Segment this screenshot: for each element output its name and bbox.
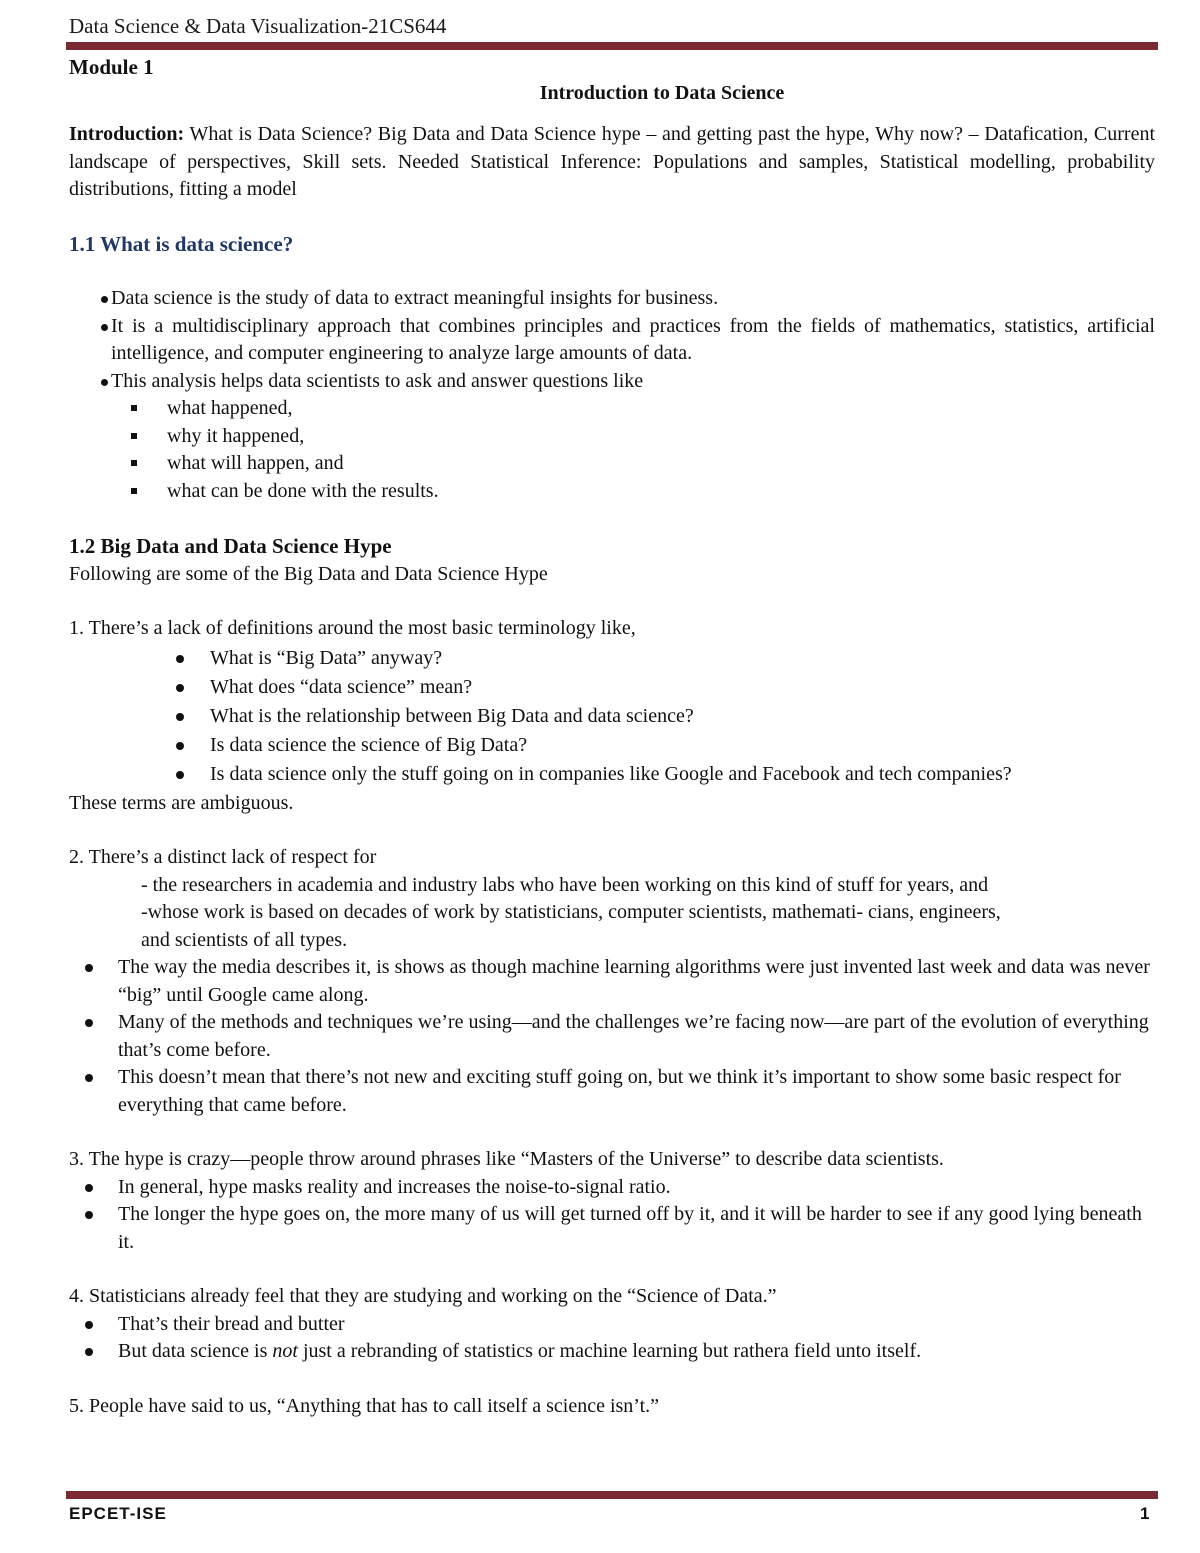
list-item: Data science is the study of data to extract meaningful insights for business. — [69, 285, 1155, 313]
list-item: What is the relationship between Big Data and data science? — [69, 703, 1155, 731]
section-1-2-lead: Following are some of the Big Data and Data Science Hype — [69, 562, 548, 585]
intro-text: What is Data Science? Big Data and Data Science hype – and getting past the hype, Why now? – Datafication, Current landscape of perspectives, Skill sets. Needed Statistical Inference: Populations and samples, Statistical modelling, probability distributions, fitting a model — [69, 123, 1155, 200]
list-item: What does “data science” mean? — [69, 674, 1155, 702]
list-item: why it happened, — [69, 423, 1155, 451]
point-2-list — [69, 954, 1155, 1119]
section-1-2-heading: 1.2 Big Data and Data Science Hype — [69, 534, 392, 558]
point-1: 1. There’s a lack of definitions around the most basic terminology like, — [69, 617, 636, 639]
list-item: Many of the methods and techniques we’re using—and the challenges we’re facing now—are part of the evolution of everything that’s come before. — [69, 1009, 1155, 1064]
list-item — [69, 1338, 1155, 1366]
question-sublist — [69, 395, 1155, 505]
point-2-dash-2: -whose work is based on decades of work by statisticians, computer scientists, mathemati- cians, engineers, — [141, 901, 1001, 923]
list-item: This analysis helps data scientists to ask and answer questions like — [69, 368, 1155, 396]
list-item: what happened, — [69, 395, 1155, 423]
point-4-list — [69, 1311, 1155, 1366]
point-5: 5. People have said to us, “Anything that has to call itself a science isn’t.” — [69, 1394, 660, 1417]
point-1-after: These terms are ambiguous. — [69, 791, 294, 814]
point-1-list — [69, 645, 1155, 789]
point-4: 4. Statisticians already feel that they are studying and working on the “Science of Data.” — [69, 1285, 777, 1307]
item-text: just a rebranding of statistics or machine learning but rathera field unto itself. — [297, 1340, 922, 1362]
list-item: The longer the hype goes on, the more many of us will get turned off by it, and it will be harder to see if any good lying beneath it. — [69, 1201, 1155, 1256]
page-number: 1 — [1140, 1504, 1150, 1523]
item-text: But data science is — [118, 1340, 273, 1362]
point-3-list — [69, 1174, 1155, 1257]
section-1-1-heading: 1.1 What is data science? — [69, 231, 294, 256]
footer-institution: EPCET-ISE — [69, 1504, 167, 1523]
point-2-dash-1: - the researchers in academia and industry labs who have been working on this kind of stuff for years, and — [141, 873, 989, 896]
running-header: Data Science & Data Visualization-21CS644 — [69, 14, 447, 38]
list-item: In general, hype masks reality and increases the noise-to-signal ratio. — [69, 1174, 1155, 1202]
module-label: Module 1 — [69, 55, 154, 79]
list-item: Is data science the science of Big Data? — [69, 732, 1155, 760]
section-1-1-bullets — [69, 285, 1155, 395]
point-2-dash-2-cont: and scientists of all types. — [141, 928, 348, 951]
list-item: It is a multidisciplinary approach that combines principles and practices from the fields of mathematics, statistics, artificial intelligence, and computer engineering to analyze large amounts of data. — [69, 313, 1155, 368]
footer-rule — [66, 1491, 1158, 1499]
intro-label: Introduction: — [69, 123, 185, 145]
list-item: What is “Big Data” anyway? — [69, 645, 1155, 673]
list-item: This doesn’t mean that there’s not new and exciting stuff going on, but we think it’s important to show some basic respect for everything that came before. — [69, 1064, 1155, 1119]
point-3: 3. The hype is crazy—people throw around phrases like “Masters of the Universe” to describe data scientists. — [69, 1148, 944, 1170]
intro-paragraph — [69, 121, 1155, 204]
list-item: The way the media describes it, is shows as though machine learning algorithms were just invented last week and data was never “big” until Google came along. — [69, 954, 1155, 1009]
list-item: That’s their bread and butter — [69, 1311, 1155, 1339]
list-item: what can be done with the results. — [69, 478, 1155, 506]
list-item: Is data science only the stuff going on in companies like Google and Facebook and tech companies? — [69, 761, 1155, 789]
list-item: what will happen, and — [69, 450, 1155, 478]
point-2: 2. There’s a distinct lack of respect for — [69, 846, 377, 868]
emphasis: not — [272, 1340, 298, 1362]
header-rule — [66, 42, 1158, 50]
page-content — [69, 52, 1155, 1420]
document-title: Introduction to Data Science — [539, 81, 785, 104]
